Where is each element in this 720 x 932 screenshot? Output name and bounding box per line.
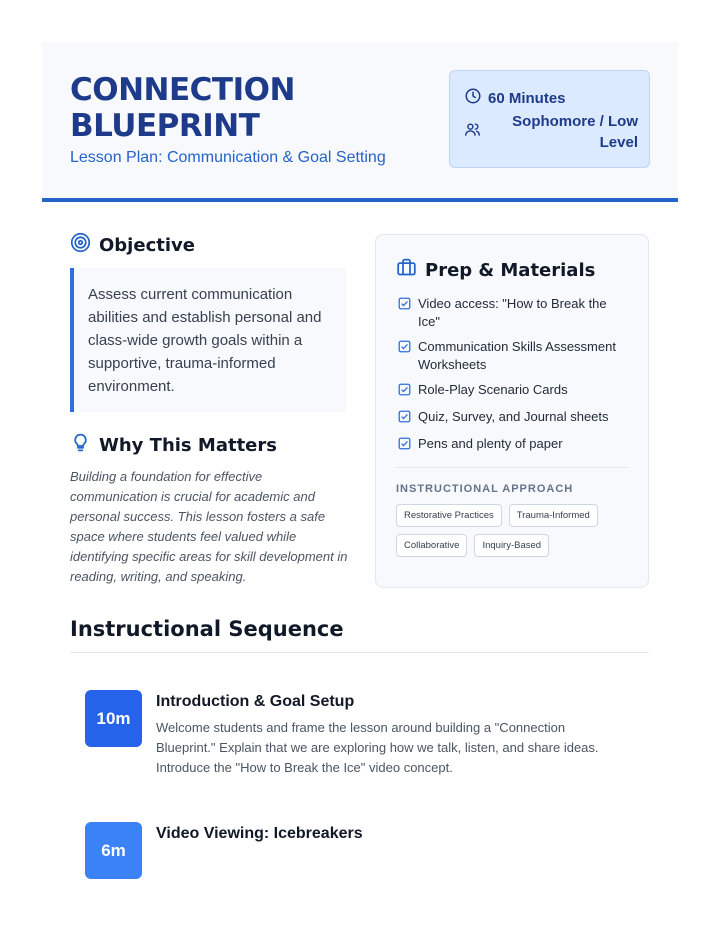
target-icon [70,232,91,258]
level-text: Sophomore / Low Level [512,113,638,151]
checkbox-icon [398,340,411,374]
material-text: Role-Play Scenario Cards [418,382,568,397]
step-title: Introduction & Goal Setup [156,693,355,710]
list-item [398,435,632,455]
approach-label: INSTRUCTIONAL APPROACH [396,483,574,495]
lesson-meta-box [449,70,650,168]
materials-list [398,295,632,462]
list-item [398,338,632,374]
objective-box [70,268,346,412]
page-subtitle: Lesson Plan: Communication & Goal Setting [70,149,386,166]
prep-materials-card [375,234,649,588]
material-text: Quiz, Survey, and Journal sheets [418,409,609,424]
objective-text: Assess current communication abilities and establish personal and class-wide growth goals within a supportive, trauma-informed environment. [88,286,322,395]
level-row [464,111,638,153]
checkbox-icon [398,437,411,455]
material-text: Communication Skills Assessment Worksheets [418,339,616,372]
divider [396,467,628,468]
approach-tag: Collaborative [396,534,467,557]
step-title: Video Viewing: Icebreakers [156,825,363,842]
divider [70,652,649,653]
why-text: Building a foundation for effective communication is crucial for academic and personal success. This lesson fosters a safe space where students feel valued while identifying specific areas for skill development in reading, writing, and speaking. [70,469,348,584]
lightbulb-icon [70,432,91,458]
checkbox-icon [398,383,411,401]
sequence-heading: Instructional Sequence [70,617,344,641]
list-item [398,408,632,428]
approach-tags [396,504,636,557]
why-heading: Why This Matters [99,434,277,456]
duration-text: 60 Minutes [488,90,566,107]
clock-icon [464,87,482,110]
page-title: CONNECTION BLUEPRINT [70,72,295,144]
checkbox-icon [398,410,411,428]
checkbox-icon [398,297,411,331]
list-item [398,381,632,401]
approach-tag: Inquiry-Based [474,534,549,557]
list-item [398,295,632,331]
step-description: Welcome students and frame the lesson around building a "Connection Blueprint." Explain that we are exploring how we talk, listen, and share ideas. Introduce the "How to Break the Ice" video concept. [156,720,599,775]
lesson-header [42,42,678,202]
prep-heading-row [396,257,595,283]
material-text: Video access: "How to Break the Ice" [418,296,607,329]
objective-heading: Objective [99,234,195,256]
objective-heading-row [70,232,195,258]
why-heading-row [70,432,277,458]
duration-row [464,87,566,110]
approach-tag: Restorative Practices [396,504,502,527]
time-badge: 10m [85,690,142,747]
approach-tag: Trauma-Informed [509,504,598,527]
time-badge: 6m [85,822,142,879]
briefcase-icon [396,257,417,283]
prep-heading: Prep & Materials [425,259,596,281]
users-icon [464,121,481,143]
material-text: Pens and plenty of paper [418,436,563,451]
